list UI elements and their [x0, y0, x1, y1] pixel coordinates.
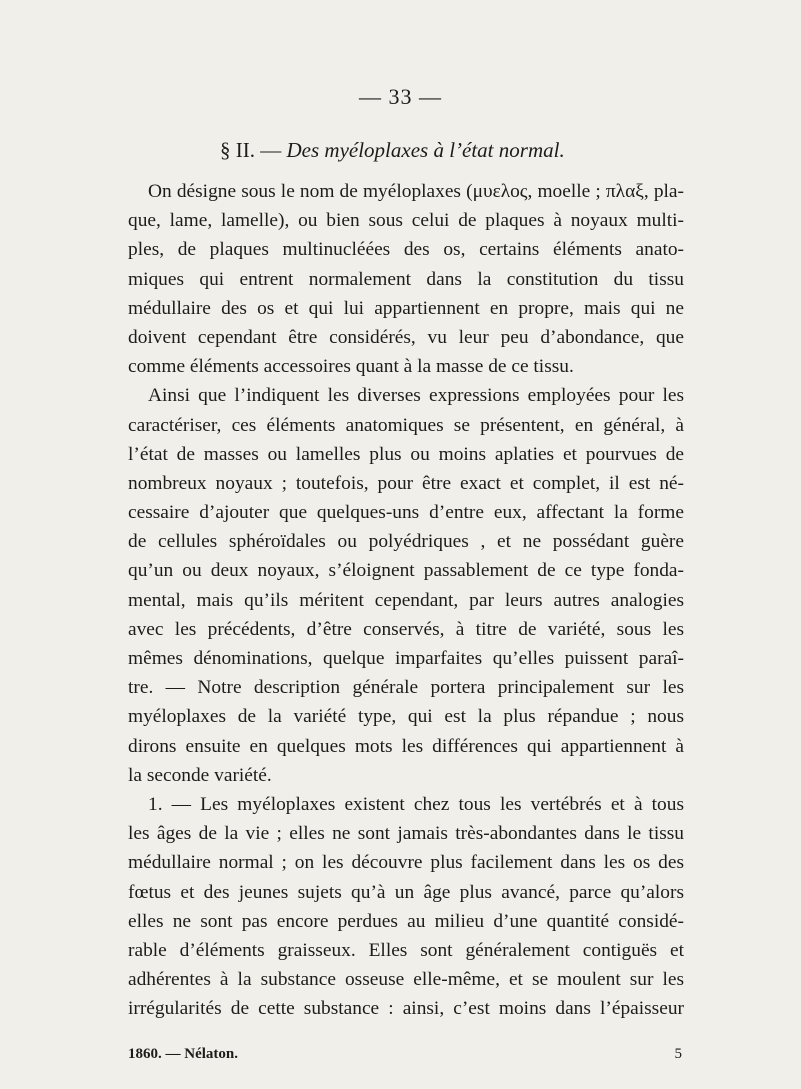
text-line: la seconde variété. — [128, 764, 272, 786]
text-line: ples, de plaques multinucléées des os, certains éléments anato- — [128, 239, 684, 261]
text-line: 1. — Les myéloplaxes existent chez tous les vertébrés et à tous — [148, 793, 684, 815]
text-line: rable d’éléments graisseux. Elles sont généralement contiguës et — [128, 939, 684, 961]
text-line: caractériser, ces éléments anatomiques se présentent, en général, à — [128, 414, 684, 436]
footer-signature: 1860. — Nélaton. — [128, 1046, 238, 1062]
section-title: Des myéloplaxes à l’état normal. — [286, 138, 565, 162]
text-line: doivent cependant être considérés, vu leur peu d’abondance, que — [128, 326, 684, 348]
text-line: l’état de masses ou lamelles plus ou moins aplaties et pourvues de — [128, 443, 684, 465]
text-line: On désigne sous le nom de myéloplaxes (μυελος, moelle ; πλαξ, pla- — [148, 181, 684, 202]
text-line: mêmes dénominations, quelque imparfaites qu’elles puissent paraî- — [128, 648, 684, 669]
text-line: tre. — Notre description générale portera principalement sur les — [128, 677, 684, 699]
section-marker: § II. — [220, 138, 255, 162]
text-line: comme éléments accessoires quant à la masse de ce tissu. — [128, 356, 574, 378]
text-line: cessaire d’ajouter que quelques-uns d’entre eux, affectant la forme — [128, 502, 684, 524]
text-line: dirons ensuite en quelques mots les différences qui appartiennent à — [128, 735, 684, 757]
text-line: médullaire des os et qui lui appartiennent en propre, mais qui ne — [128, 297, 684, 319]
section-dash: — — [255, 138, 287, 162]
text-line: mental, mais qu’ils méritent cependant, par leurs autres analogies — [128, 589, 684, 611]
body-text — [128, 177, 684, 1023]
sheet-number: 5 — [674, 1046, 682, 1062]
text-line: nombreux noyaux ; toutefois, pour être exact et complet, il est né- — [128, 472, 684, 494]
section-heading — [220, 138, 565, 163]
text-line: Ainsi que l’indiquent les diverses expressions employées pour les — [148, 385, 684, 407]
text-line: que, lame, lamelle), ou bien sous celui de plaques à noyaux multi- — [128, 210, 684, 232]
text-line: adhérentes à la substance osseuse elle-même, et se moulent sur les — [128, 969, 684, 991]
text-line: elles ne sont pas encore perdues au milieu d’une quantité considé- — [128, 910, 684, 932]
text-line: myéloplaxes de la variété type, qui est la plus répandue ; nous — [128, 706, 684, 728]
text-line: fœtus et des jeunes sujets qu’à un âge plus avancé, parce qu’alors — [128, 881, 684, 903]
text-line: qu’un ou deux noyaux, s’éloignent passablement de ce type fonda- — [128, 560, 684, 582]
text-line: avec les précédents, d’être conservés, à titre de variété, sous les — [128, 618, 684, 640]
page-number: — 33 — — [359, 84, 442, 109]
text-line: de cellules sphéroïdales ou polyédriques , et ne possédant guère — [128, 531, 684, 553]
text-line: miques qui entrent normalement dans la constitution du tissu — [128, 268, 684, 290]
page-footer — [128, 1046, 684, 1063]
text-line: médullaire normal ; on les découvre plus facilement dans les os des — [128, 852, 684, 874]
text-line: irrégularités de cette substance : ainsi, c’est moins dans l’épaisseur — [128, 998, 684, 1020]
text-line: les âges de la vie ; elles ne sont jamais très-abondantes dans le tissu — [128, 823, 684, 845]
